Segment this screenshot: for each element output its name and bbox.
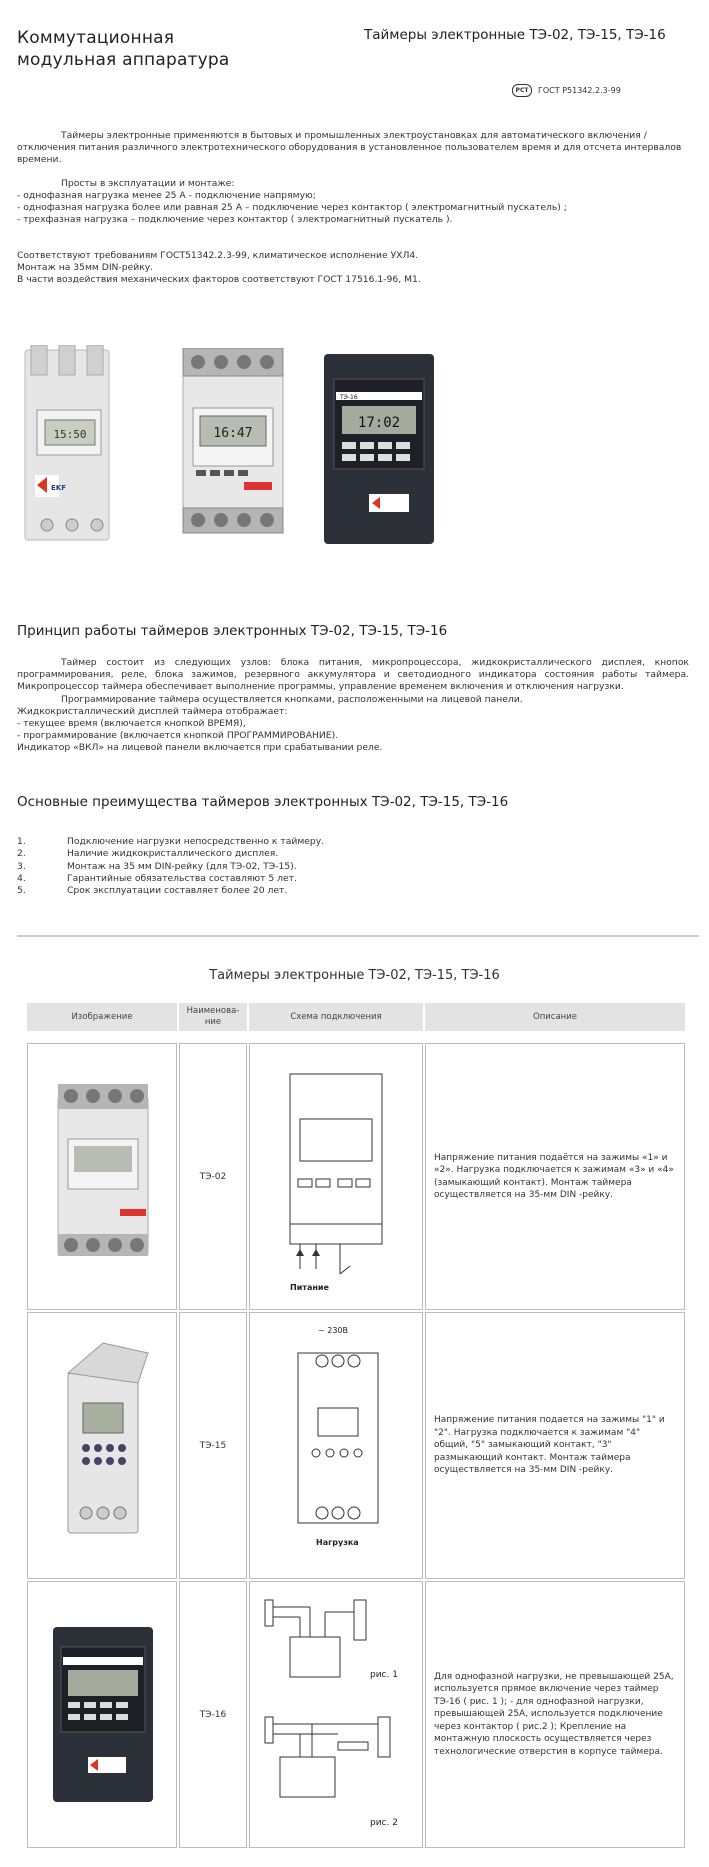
row-schema-cell — [249, 1581, 423, 1848]
section-title — [17, 27, 230, 71]
list-item — [17, 885, 617, 897]
timer-photo-1 — [17, 345, 117, 545]
divider — [17, 935, 699, 937]
list-item-number: 4. — [17, 872, 26, 884]
intro-list-item: - однофазная нагрузка более или равная 25 А – подключение через контактор ( электромагнитный пускатель) ; — [17, 202, 567, 213]
compliance-line: Монтаж на 35мм DIN-рейку. — [17, 262, 154, 273]
section-title-line2: модульная аппаратура — [17, 50, 230, 70]
row-image-cell — [27, 1581, 177, 1848]
row-name: ТЭ-02 — [179, 1043, 247, 1310]
list-item — [17, 873, 617, 885]
row-image-cell — [27, 1043, 177, 1310]
te02-photo — [28, 1044, 176, 1306]
list-item — [17, 836, 617, 848]
table-row — [27, 1312, 685, 1579]
brand-logo: EKF — [51, 484, 66, 492]
list-item-number: 3. — [17, 860, 26, 872]
schema-label: Питание — [290, 1283, 329, 1292]
figure-caption: рис. 1 — [370, 1670, 398, 1680]
column-header: Изображение — [27, 1003, 177, 1031]
intro-list-item: - трехфазная нагрузка – подключение через контактор ( электромагнитный пускатель ). — [17, 214, 453, 225]
compliance-line: Соответствуют требованиям ГОСТ51342.2.3-99, климатическое исполнение УХЛ4. — [17, 250, 419, 261]
timer-photo-2 — [178, 348, 288, 548]
principle-heading: Принцип работы таймеров электронных ТЭ-02, ТЭ-15, ТЭ-16 — [17, 623, 448, 639]
schema-top-label: ~ 230В — [318, 1326, 349, 1335]
intro-paragraph: Таймеры электронные применяются в бытовых и промышленных электроустановках для автоматического включения / отключения питания различного электротехнического оборудования в установленное пользователем время и для отсчета интервалов времени. — [17, 130, 682, 165]
te16-wiring-diagram — [250, 1582, 422, 1844]
principle-list-item: - программирование (включается кнопкой ПРОГРАММИРОВАНИЕ). — [17, 730, 339, 742]
certification-logo-icon: PCT — [512, 84, 532, 97]
te15-wiring-diagram — [250, 1313, 422, 1575]
row-description: Напряжение питания подается на зажимы "1" и "2". Нагрузка подключается к зажимам "4" общий, "5" замыкающий контакт, "3" размыкающий контакт. Монтаж таймера осуществляется на 35-мм DIN -рейку. — [425, 1312, 685, 1579]
timer-2-display: 16:47 — [213, 426, 253, 441]
table-title: Таймеры электронные ТЭ-02, ТЭ-15, ТЭ-16 — [209, 968, 500, 983]
list-item-number: 1. — [17, 836, 26, 847]
list-item-text: Подключение нагрузки непосредственно к таймеру. — [67, 836, 325, 847]
column-header: Наименова- ние — [179, 1003, 247, 1031]
section-title-line1: Коммутационная — [17, 28, 175, 48]
list-item-number: 5. — [17, 885, 26, 897]
schema-label: Нагрузка — [316, 1538, 359, 1547]
te16-photo — [28, 1582, 176, 1844]
table-row — [27, 1043, 685, 1310]
list-item-text: Срок эксплуатации составляет более 20 лет. — [67, 885, 288, 897]
principle-paragraph: Индикатор «ВКЛ» на лицевой панели включается при срабатывании реле. — [17, 742, 383, 754]
timer-photo-3 — [324, 354, 434, 544]
column-header: Описание — [425, 1003, 685, 1031]
row-image-cell — [27, 1312, 177, 1579]
row-name: ТЭ-16 — [179, 1581, 247, 1848]
table-row — [27, 1581, 685, 1848]
row-schema-cell — [249, 1043, 423, 1310]
principle-text — [17, 657, 689, 755]
row-description: Напряжение питания подаётся на зажимы «1» и «2». Нагрузка подключается к зажимам «3» и «4» (замыкающий контакт). Монтаж таймера осуществляется на 35-мм DIN -рейку. — [425, 1043, 685, 1310]
list-item — [17, 861, 617, 873]
timer-3-display: 17:02 — [357, 415, 401, 431]
list-item-text: Монтаж на 35 мм DIN-рейку (для ТЭ-02, ТЭ-15). — [67, 860, 297, 872]
gost-text: ГОСТ Р51342.2.3-99 — [538, 86, 621, 95]
intro-list-item: - однофазная нагрузка менее 25 А - подключение напрямую; — [17, 190, 316, 201]
list-item-text: Наличие жидкокристаллического дисплея. — [67, 848, 279, 860]
intro-subheading: Просты в эксплуатации и монтаже: — [61, 178, 235, 189]
te15-photo — [28, 1313, 176, 1575]
column-header: Схема подключения — [249, 1003, 423, 1031]
row-description: Для однофазной нагрузки, не превышающей 25А, используется прямое включение через таймер ТЭ-16 ( рис. 1 ); - для однофазной нагрузки, превышающей 25А, используется подключение через контактор ( рис.2 ); Крепление на монтажную плоскость осуществляется через технологические отверстия в корпусе таймера. — [425, 1581, 685, 1848]
gost-mark — [512, 84, 621, 97]
table-header-row — [27, 1003, 685, 1031]
list-item — [17, 848, 617, 860]
timer-1-display: 15:50 — [53, 428, 87, 441]
advantages-list — [17, 836, 617, 897]
te02-wiring-diagram — [250, 1044, 422, 1306]
list-item-text: Гарантийные обязательства составляют 5 лет. — [67, 872, 297, 884]
principle-paragraph: Таймер состоит из следующих узлов: блока питания, микропроцессора, жидкокристаллического дисплея, кнопок программирования, реле, блока зажимов, резервного аккумулятора и светодиодного индикатора состояния работы таймера. Микропроцессор таймера обеспечивает выполнение программы, управление временем включения и отключения нагрузки. — [17, 657, 689, 693]
page-title: Таймеры электронные ТЭ-02, ТЭ-15, ТЭ-16 — [364, 27, 666, 43]
principle-paragraph: Жидкокристаллический дисплей таймера отображает: — [17, 705, 288, 717]
timer-3-label: ТЭ-16 — [340, 394, 358, 401]
row-schema-cell — [249, 1312, 423, 1579]
row-name: ТЭ-15 — [179, 1312, 247, 1579]
principle-list-item: - текущее время (включается кнопкой ВРЕМЯ), — [17, 718, 246, 730]
list-item-number: 2. — [17, 848, 26, 860]
compliance-line: В части воздействия механических факторов соответствуют ГОСТ 17516.1-96, М1. — [17, 274, 421, 285]
principle-paragraph: Программирование таймера осуществляется кнопками, расположенными на лицевой панели. — [61, 693, 523, 705]
advantages-heading: Основные преимущества таймеров электронных ТЭ-02, ТЭ-15, ТЭ-16 — [17, 794, 509, 810]
figure-caption: рис. 2 — [370, 1818, 398, 1828]
intro-text — [17, 130, 689, 286]
product-table — [25, 1001, 687, 1850]
